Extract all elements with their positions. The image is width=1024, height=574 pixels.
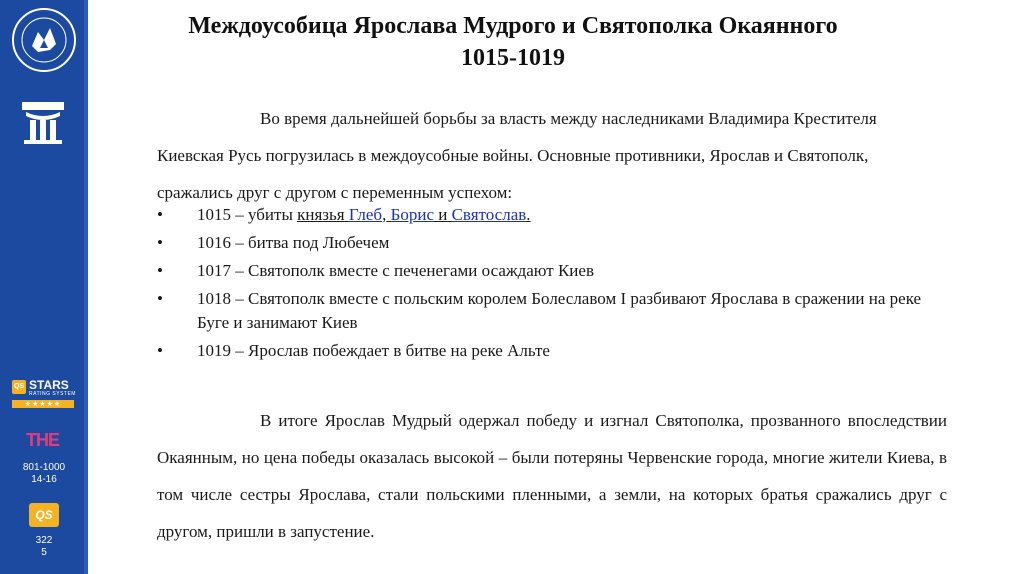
the-ranking-value <box>0 462 88 486</box>
link-gleb[interactable]: Глеб <box>348 205 383 224</box>
bullet: • <box>157 341 163 360</box>
qs-ranking-logo: QS <box>29 503 59 527</box>
events-list <box>157 203 947 367</box>
sidebar-edge <box>84 0 88 574</box>
list-item <box>157 287 947 335</box>
bullet: • <box>157 205 163 224</box>
intro-paragraph <box>157 100 947 211</box>
list-item <box>157 259 947 283</box>
title-line-2: 1015-1019 <box>461 45 565 71</box>
qs-stars-badge <box>12 378 78 414</box>
the-rank-line2: 14-16 <box>31 474 57 485</box>
comma: , <box>382 205 387 224</box>
qs-stars-logo: QS <box>12 380 26 394</box>
column-emblem-icon <box>20 100 66 146</box>
the-ranking-logo: THE <box>26 430 59 450</box>
bullet: • <box>157 233 163 252</box>
link-boris[interactable]: Борис <box>390 205 434 224</box>
list-item <box>157 231 947 255</box>
bullet: • <box>157 289 163 308</box>
event-text: 1019 – Ярослав побеждает в битве на реке Альте <box>197 341 550 360</box>
and-word: и <box>438 205 448 224</box>
qs-rank-line2: 5 <box>41 547 47 558</box>
conclusion-paragraph <box>157 402 947 550</box>
qs-ranking-value <box>0 535 88 559</box>
bullet: • <box>157 261 163 280</box>
qs-rank-line1: 322 <box>35 535 53 546</box>
event-text: 1018 – Святополк вместе с польским королем Болеславом I разбивают Ярослава в сражении на реке Буге и занимают Киев <box>197 289 922 332</box>
slide-title <box>150 10 876 74</box>
event-text: 1016 – битва под Любечем <box>197 233 390 252</box>
the-rank-line1: 801-1000 <box>22 462 66 473</box>
list-item <box>157 339 947 363</box>
event-year-text: 1015 – убиты <box>197 205 298 224</box>
stars-label: STARS <box>29 378 69 392</box>
stars-rating-row: ★★★★★ <box>12 400 74 408</box>
title-line-1: Междоусобица Ярослава Мудрого и Святополка Окаянного <box>188 13 838 39</box>
event-text: 1017 – Святополк вместе с печенегами осаждают Киев <box>197 261 594 280</box>
intro-text: Во время дальнейшей борьбы за власть между наследниками Владимира Крестителя Киевская Русь погрузилась в междоусобные войны. Основные противники, Ярослав и Святополк, сражались друг с другом с переменным успехом: <box>157 109 877 202</box>
princes-word: князья <box>297 205 345 224</box>
list-item <box>157 203 947 227</box>
stars-subtitle: RATING SYSTEM <box>29 391 76 397</box>
university-seal-icon <box>10 6 78 74</box>
conclusion-text: В итоге Ярослав Мудрый одержал победу и изгнал Святополка, прозванного впоследствии Окаянным, но цена победы оказалась высокой – были потеряны Червенские города, многие жители Киева, в том числе сестры Ярослава, стали польскими пленными, а земли, на которых братья сражались друг с другом, пришли в запустение. <box>157 411 947 541</box>
sidebar <box>0 0 88 574</box>
link-svyatoslav[interactable]: Святослав <box>451 205 527 224</box>
period: . <box>526 205 531 224</box>
